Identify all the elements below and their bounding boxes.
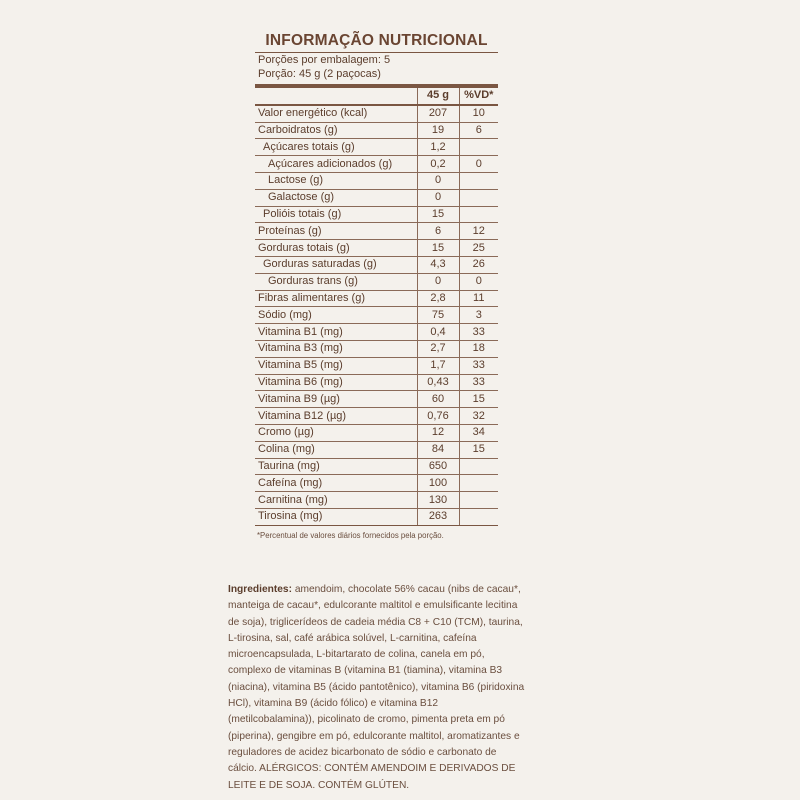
nutrient-dv (459, 458, 498, 475)
table-row (255, 441, 498, 458)
table-row (255, 139, 498, 156)
nutrient-name: Polióis totais (g) (255, 206, 417, 223)
table-row (255, 273, 498, 290)
nutrient-dv: 10 (459, 105, 498, 122)
nutrient-amount: 650 (417, 458, 459, 475)
nutrient-name: Proteínas (g) (255, 223, 417, 240)
nutrient-amount: 1,2 (417, 139, 459, 156)
table-row (255, 424, 498, 441)
servings-per-package: Porções por embalagem: 5 (258, 54, 391, 66)
nutrient-amount: 6 (417, 223, 459, 240)
header-amount: 45 g (417, 88, 459, 105)
nutrition-table (255, 88, 498, 526)
nutrient-amount: 0 (417, 273, 459, 290)
table-row (255, 340, 498, 357)
nutrient-dv: 15 (459, 391, 498, 408)
table-row (255, 324, 498, 341)
header-dv: %VD* (459, 88, 498, 105)
nutrient-dv: 34 (459, 424, 498, 441)
nutrient-amount: 100 (417, 475, 459, 492)
table-row (255, 307, 498, 324)
ingredients-label: Ingredientes: (228, 584, 292, 595)
nutrient-dv: 33 (459, 357, 498, 374)
nutrient-amount: 130 (417, 492, 459, 509)
nutrient-dv: 0 (459, 273, 498, 290)
table-row (255, 172, 498, 189)
nutrient-amount: 4,3 (417, 256, 459, 273)
nutrient-amount: 0,76 (417, 408, 459, 425)
nutrient-dv: 18 (459, 340, 498, 357)
table-row (255, 206, 498, 223)
nutrient-dv: 33 (459, 374, 498, 391)
nutrient-amount: 15 (417, 206, 459, 223)
table-row (255, 508, 498, 525)
nutrient-amount: 1,7 (417, 357, 459, 374)
nutrient-amount: 263 (417, 508, 459, 525)
nutrient-dv: 11 (459, 290, 498, 307)
nutrient-amount: 0,2 (417, 156, 459, 173)
nutrient-name: Fibras alimentares (g) (255, 290, 417, 307)
nutrient-dv: 6 (459, 122, 498, 139)
nutrient-name: Sódio (mg) (255, 307, 417, 324)
table-row (255, 290, 498, 307)
table-body (255, 105, 498, 525)
nutrition-facts-panel (255, 30, 498, 540)
table-row (255, 391, 498, 408)
nutrient-dv (459, 172, 498, 189)
nutrient-name: Açúcares adicionados (g) (255, 156, 417, 173)
nutrient-amount: 12 (417, 424, 459, 441)
nutrient-name: Vitamina B9 (µg) (255, 391, 417, 408)
nutrient-dv (459, 189, 498, 206)
footnote: *Percentual de valores diários fornecidos pela porção. (257, 530, 444, 540)
serving-info (255, 53, 498, 81)
serving-size: Porção: 45 g (2 paçocas) (258, 68, 381, 80)
header-name (255, 88, 417, 105)
nutrient-dv (459, 206, 498, 223)
nutrient-dv (459, 139, 498, 156)
nutrient-name: Vitamina B6 (mg) (255, 374, 417, 391)
nutrient-dv: 25 (459, 240, 498, 257)
table-row (255, 223, 498, 240)
nutrient-dv (459, 475, 498, 492)
table-row (255, 458, 498, 475)
nutrient-amount: 0,43 (417, 374, 459, 391)
table-row (255, 189, 498, 206)
table-row (255, 357, 498, 374)
nutrient-amount: 207 (417, 105, 459, 122)
ingredients-block (228, 582, 526, 794)
nutrient-amount: 84 (417, 441, 459, 458)
nutrient-dv: 0 (459, 156, 498, 173)
nutrient-name: Açúcares totais (g) (255, 139, 417, 156)
table-row (255, 256, 498, 273)
nutrient-amount: 15 (417, 240, 459, 257)
nutrient-dv (459, 508, 498, 525)
nutrient-name: Valor energético (kcal) (255, 105, 417, 122)
table-header-row (255, 88, 498, 105)
table-row (255, 374, 498, 391)
nutrient-name: Gorduras totais (g) (255, 240, 417, 257)
nutrient-name: Vitamina B5 (mg) (255, 357, 417, 374)
nutrient-name: Gorduras trans (g) (255, 273, 417, 290)
table-row (255, 408, 498, 425)
nutrient-dv (459, 492, 498, 509)
nutrient-amount: 75 (417, 307, 459, 324)
nutrient-amount: 2,8 (417, 290, 459, 307)
table-row (255, 156, 498, 173)
nutrient-name: Lactose (g) (255, 172, 417, 189)
nutrient-name: Vitamina B1 (mg) (255, 324, 417, 341)
nutrient-dv: 12 (459, 223, 498, 240)
table-row (255, 475, 498, 492)
nutrient-name: Vitamina B12 (µg) (255, 408, 417, 425)
nutrient-amount: 2,7 (417, 340, 459, 357)
nutrient-name: Cromo (µg) (255, 424, 417, 441)
panel-title: INFORMAÇÃO NUTRICIONAL (265, 32, 488, 49)
nutrient-name: Colina (mg) (255, 441, 417, 458)
nutrient-dv: 26 (459, 256, 498, 273)
nutrient-name: Gorduras saturadas (g) (255, 256, 417, 273)
table-row (255, 122, 498, 139)
nutrient-name: Taurina (mg) (255, 458, 417, 475)
nutrient-name: Carnitina (mg) (255, 492, 417, 509)
nutrient-dv: 32 (459, 408, 498, 425)
nutrient-name: Galactose (g) (255, 189, 417, 206)
table-row (255, 492, 498, 509)
table-row (255, 105, 498, 122)
nutrient-amount: 19 (417, 122, 459, 139)
nutrient-name: Vitamina B3 (mg) (255, 340, 417, 357)
nutrient-amount: 60 (417, 391, 459, 408)
nutrient-amount: 0 (417, 172, 459, 189)
nutrient-dv: 15 (459, 441, 498, 458)
nutrient-amount: 0 (417, 189, 459, 206)
nutrient-amount: 0,4 (417, 324, 459, 341)
nutrient-name: Cafeína (mg) (255, 475, 417, 492)
nutrient-dv: 33 (459, 324, 498, 341)
nutrient-name: Tirosina (mg) (255, 508, 417, 525)
ingredients-text: amendoim, chocolate 56% cacau (nibs de cacau*, manteiga de cacau*, edulcorante maltitol e emulsificante lecitina de soja), triglicerídeos de cadeia média C8 + C10 (TCM), taurina, L-tirosina, sal, café arábica solúvel, L-carnitina, cafeína microencapsulada, L-bitartarato de colina, canela em pó, complexo de vitaminas B (vitamina B1 (tiamina), vitamina B3 (niacina), vitamina B5 (ácido pantotênico), vitamina B6 (piridoxina HCl), vitamina B9 (ácido fólico) e vitamina B12 (metilcobalamina)), picolinato de cromo, pimenta preta em pó (piperina), gengibre em pó, edulcorante maltitol, aromatizantes e reguladores de acidez bicarbonato de sódio e carbonato de cálcio. ALÉRGICOS: CONTÉM AMENDOIM E DERIVADOS DE LEITE E DE SOJA. CONTÉM GLÚTEN. (228, 584, 525, 791)
table-row (255, 240, 498, 257)
nutrient-dv: 3 (459, 307, 498, 324)
nutrient-name: Carboidratos (g) (255, 122, 417, 139)
